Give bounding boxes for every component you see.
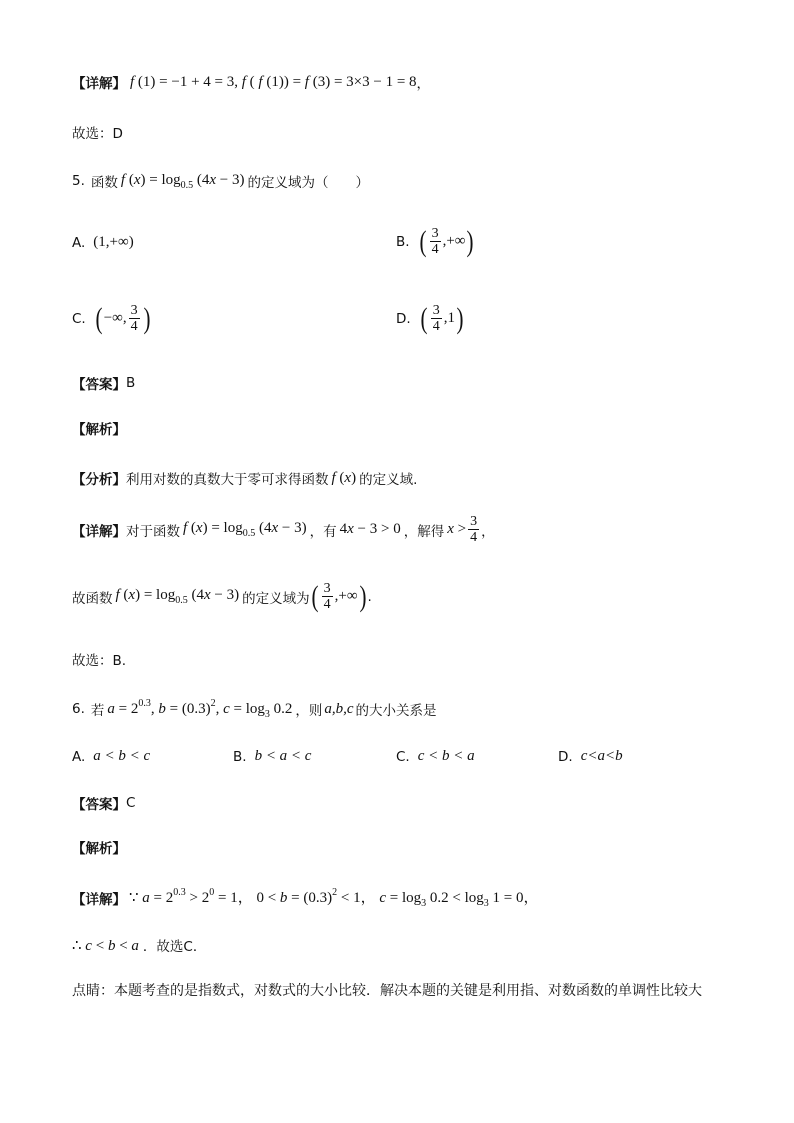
q5-fenxi — [72, 468, 417, 488]
q6-analysis-tag: 【解析】 — [72, 841, 126, 857]
fraction: $\frac{3}{4}$ — [130, 303, 138, 334]
therefore-math: ∴ c < b < a — [72, 937, 139, 954]
q5-stem-pre: 函数 — [90, 175, 118, 191]
q6-stem-pre: 若 — [90, 703, 105, 719]
answer-tag: 【答案】 — [72, 797, 126, 813]
option-label: C. — [396, 748, 410, 765]
xiangjie-math: ∵ $a = 2^{0.3} > 2^0 = 1$， $0 < b = (0.3)^2 < 1$， $c = \log_3 0.2 < \log_3 1 = 0$， — [129, 887, 539, 909]
xiangjie-func: f $(x) = \log_{0.5} (4x - 3)$ — [183, 520, 307, 539]
detail-math: f (1) = −1 + 4 = 3, f ( f (1)) = f (3) = 3×3 − 1 = 8 — [130, 73, 417, 90]
q6-option-a[interactable] — [72, 748, 150, 765]
option-math: b < a < c — [254, 748, 312, 764]
option-label: D. — [396, 310, 411, 327]
conclusion-func: f $(x) = \log_{0.5} (4x - 3)$ — [115, 587, 240, 606]
fraction: $\frac{3}{4}$ — [432, 303, 440, 334]
detail-tag: 【详解】 — [72, 76, 126, 92]
q5-stem-post: 的定义域为（ ） — [247, 175, 369, 191]
fenxi-func: f (x) — [331, 469, 357, 486]
answer-value: C — [126, 795, 136, 811]
q6-stem-abc: a,b,c — [324, 700, 354, 717]
q5-option-a[interactable] — [72, 234, 134, 251]
q6-stem-post: 的大小关系是 — [355, 703, 437, 719]
prev-choose: 故选：D — [72, 126, 123, 142]
xiangjie-tag: 【详解】 — [72, 523, 126, 540]
q5-stem — [72, 171, 369, 191]
xiangjie-solve: ，解得 — [403, 523, 445, 540]
option-label: A. — [72, 748, 86, 765]
fenxi-text: 利用对数的真数大于零可求得函数 — [126, 472, 329, 488]
prev-detail-line — [72, 72, 430, 92]
conclusion-pre: 故函数 — [72, 590, 113, 607]
q5-analysis-tag: 【解析】 — [72, 422, 126, 438]
q6-option-c[interactable] — [396, 748, 475, 765]
q6-stem-math: $a = 2^{0.3}$, $b = (0.3)^2$, $c = \log_3 0.2$ — [107, 698, 293, 720]
fraction: $\frac{3}{4}$ — [470, 514, 478, 545]
q6-therefore: ∴ c < b < a ．故选C． — [72, 937, 207, 955]
detail-tail: ， — [416, 76, 431, 92]
q6-note: 点睛：本题考查的是指数式，对数式的大小比较．解决本题的关键是利用指、对数函数的单调性比较大 — [72, 983, 702, 999]
option-label: D. — [558, 748, 573, 765]
xiangjie-tag: 【详解】 — [72, 891, 126, 908]
option-label: B. — [396, 233, 410, 250]
xiangjie-ineq: 4x − 3 > 0 — [339, 521, 401, 537]
fenxi-tail: 的定义域. — [359, 472, 418, 488]
q6-option-d[interactable] — [558, 748, 623, 765]
q6-stem — [72, 698, 437, 720]
option-label: B. — [233, 748, 247, 765]
xiangjie-x: x > — [447, 521, 467, 537]
q5-number: 5. — [72, 173, 85, 189]
answer-value: B — [126, 375, 136, 391]
fenxi-tag: 【分析】 — [72, 472, 126, 488]
q5-option-b[interactable]: B. ( $\frac{3}{4}$ ,+∞ ) — [396, 224, 474, 258]
option-math: a < b < c — [93, 748, 151, 764]
fraction: $\frac{3}{4}$ — [431, 226, 439, 257]
q5-option-c[interactable]: C. ( −∞, $\frac{3}{4}$ ) — [72, 301, 151, 335]
q5-choose: 故选：B. — [72, 653, 127, 669]
q6-xiangjie — [72, 886, 539, 909]
q5-conclusion: 故函数 f $(x) = \log_{0.5} (4x - 3)$ 的定义域为 ( $\frac{3}{4}$ ,+∞ ) . — [72, 579, 372, 613]
fraction: $\frac{3}{4}$ — [323, 581, 331, 612]
option-label: A. — [72, 234, 86, 251]
q6-stem-mid: ，则 — [295, 703, 323, 719]
option-label: C. — [72, 310, 86, 327]
q5-answer — [72, 373, 135, 393]
answer-tag: 【答案】 — [72, 377, 126, 393]
xiangjie-pre: 对于函数 — [126, 523, 180, 540]
q5-function: f $(x) = \log_{0.5} (4x - 3)$ — [120, 171, 245, 191]
q6-answer — [72, 793, 135, 813]
xiangjie-mid: ，有 — [309, 523, 337, 540]
q5-option-d[interactable]: D. ( $\frac{3}{4}$ ,1 ) — [396, 301, 464, 335]
q6-option-b[interactable] — [233, 748, 311, 765]
q5-xiangjie: 【详解】 对于函数 f $(x) = \log_{0.5} (4x - 3)$ ，有 4x − 3 > 0 ，解得 x > $\frac{3}{4}$ ， — [72, 514, 495, 545]
option-math: c < b < a — [417, 748, 475, 764]
option-math: (1,+∞) — [93, 234, 134, 250]
q6-number: 6. — [72, 701, 85, 717]
conclusion-post: 的定义域为 — [242, 590, 310, 607]
option-math: c<a<b — [580, 748, 623, 764]
